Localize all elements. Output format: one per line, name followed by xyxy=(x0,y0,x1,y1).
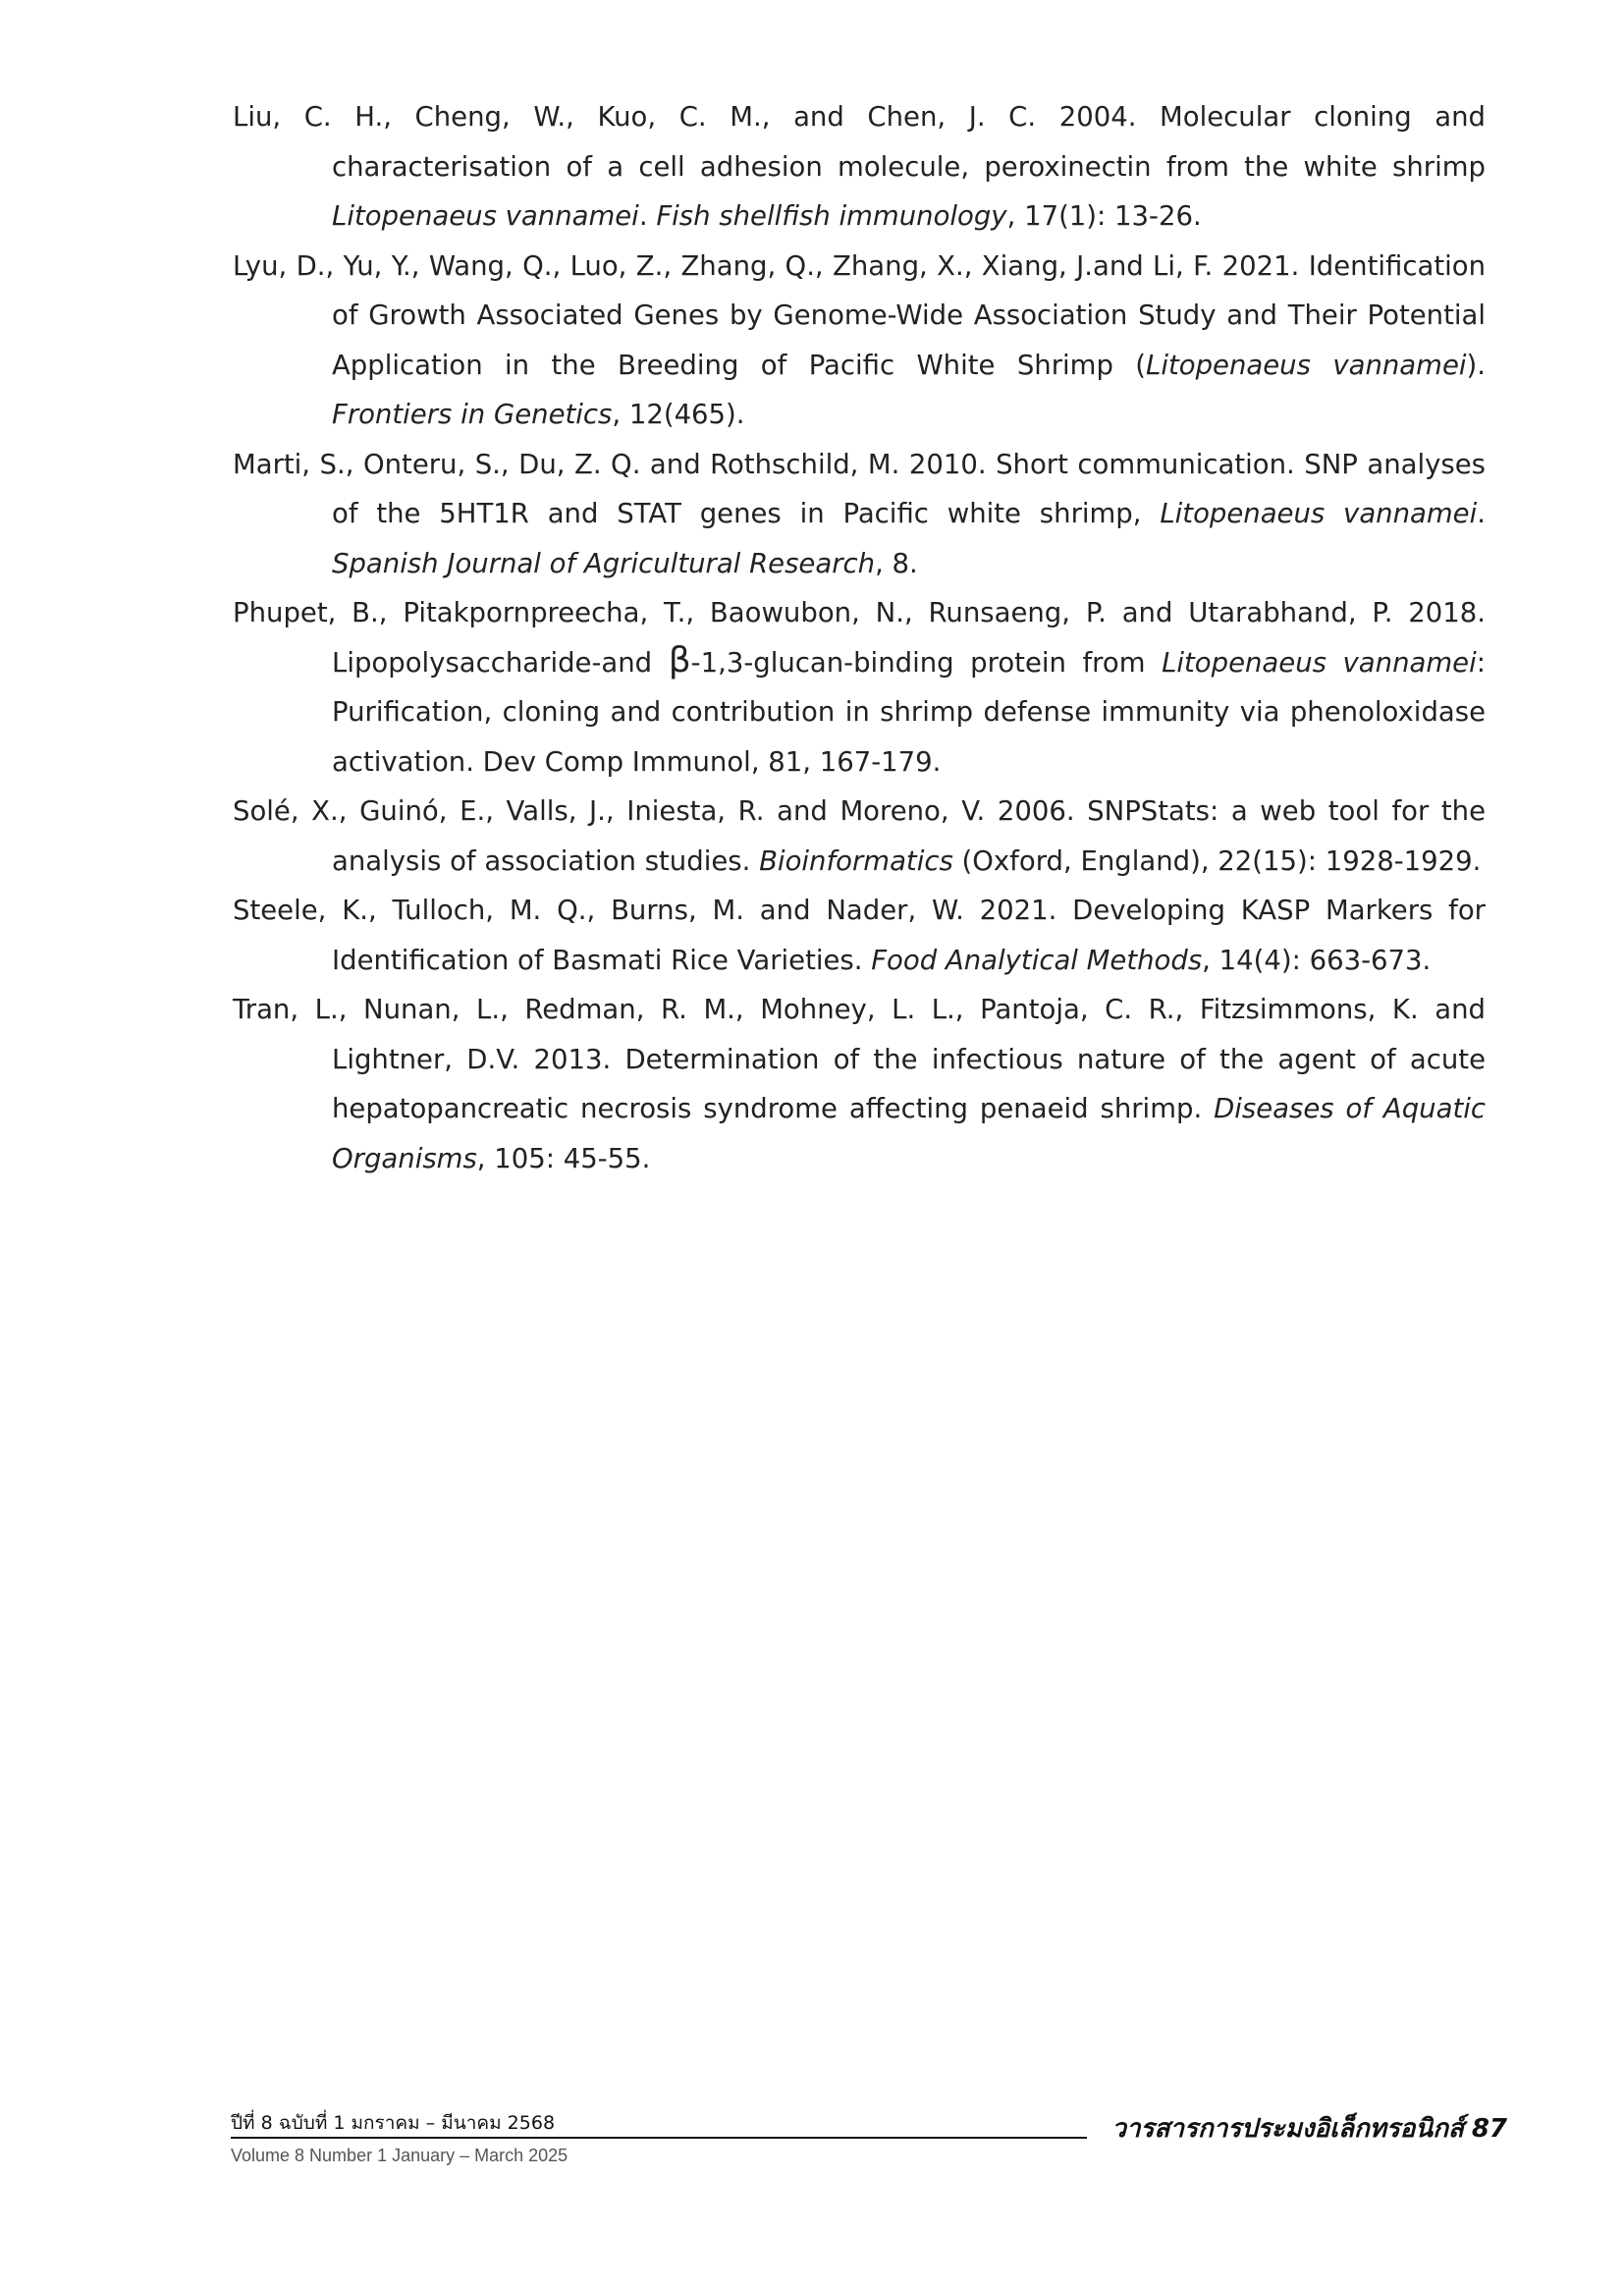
reference-sole-2006 xyxy=(233,787,1486,886)
reference-text: -1,3-glucan-binding protein from xyxy=(690,646,1163,679)
reference-text: Solé, X., Guinó, E., Valls, J., Iniesta, R. and Moreno, V. 2006. SNPStats: a web tool for the analysis of association studies. xyxy=(233,795,1486,877)
reference-tran-2013 xyxy=(233,985,1486,1183)
english-issue-info: Volume 8 Number 1 January – March 2025 xyxy=(231,2146,568,2165)
reference-text: , 12(465). xyxy=(612,399,745,430)
reference-text: Lyu, D., Yu, Y., Wang, Q., Luo, Z., Zhang, Q., Zhang, X., Xiang, J.and Li, F. 2021. Identification of Growth Associated Genes by Genome-Wide Association Study and Their Potential Application in the Breeding of Pacific White Shrimp ( xyxy=(233,249,1486,381)
beta-symbol: β xyxy=(668,639,691,680)
species-name: Litopenaeus vannamei xyxy=(1160,498,1478,529)
reference-text: Tran, L., Nunan, L., Redman, R. M., Mohney, L. L., Pantoja, C. R., Fitzsimmons, K. and Lightner, D.V. 2013. Determination of the infectious nature of the agent of acute hepatopancreatic necrosis syndrome affecting penaeid shrimp. xyxy=(233,994,1486,1124)
reference-text: Steele, K., Tulloch, M. Q., Burns, M. and Nader, W. 2021. Developing KASP Markers for Identification of Basmati Rice Varieties. xyxy=(233,895,1486,976)
journal-title: Frontiers in Genetics xyxy=(332,399,613,430)
reference-text: Phupet, B., Pitakpornpreecha, T., Baowubon, N., Runsaeng, P. and Utarabhand, P. 2018. Lipopolysaccharide-and xyxy=(233,597,1486,679)
reference-text: . xyxy=(638,200,657,232)
reference-liu-2004 xyxy=(233,92,1486,242)
journal-name: วารสารการประมงอิเล็กทรอนิกส์ xyxy=(1111,2114,1464,2144)
journal-name-and-page xyxy=(1111,2108,1507,2149)
page-number: 87 xyxy=(1471,2114,1507,2144)
reference-marti-2010 xyxy=(233,440,1486,589)
reference-text: Marti, S., Onteru, S., Du, Z. Q. and Rothschild, M. 2010. Short communication. SNP analyses of the 5HT1R and STAT genes in Pacific white shrimp, xyxy=(233,448,1486,529)
journal-title: Bioinformatics xyxy=(759,844,953,877)
reference-text: , 8. xyxy=(875,547,918,579)
footer-divider xyxy=(231,2137,1087,2139)
reference-text: , 14(4): 663-673. xyxy=(1202,944,1432,976)
reference-text: Liu, C. H., Cheng, W., Kuo, C. M., and Chen, J. C. 2004. Molecular cloning and characterisation of a cell adhesion molecule, peroxinectin from the white shrimp xyxy=(233,101,1486,183)
reference-text: , 17(1): 13-26. xyxy=(1006,200,1202,232)
reference-text: ). xyxy=(1466,349,1486,381)
species-name: Litopenaeus vannamei xyxy=(1146,349,1467,381)
journal-title: Food Analytical Methods xyxy=(871,944,1203,976)
reference-phupet-2018 xyxy=(233,588,1486,787)
reference-text: , 105: 45-55. xyxy=(476,1142,651,1174)
reference-text: : Purification, cloning and contribution in shrimp defense immunity via phenoloxidase activation. Dev Comp Immunol, 81, 167-179. xyxy=(332,646,1486,778)
page-footer xyxy=(231,2108,1507,2167)
reference-steele-2021 xyxy=(233,886,1486,985)
thai-issue-info: ปีที่ 8 ฉบับที่ 1 มกราคม – มีนาคม 2568 xyxy=(231,2112,556,2134)
journal-title: Diseases of Aquatic Organisms xyxy=(332,1093,1486,1174)
species-name: Litopenaeus vannamei xyxy=(1162,646,1477,679)
species-name: Litopenaeus vannamei xyxy=(332,200,639,232)
reference-text: . xyxy=(1477,498,1486,529)
journal-title: Spanish Journal of Agricultural Research xyxy=(332,547,876,579)
journal-title: Fish shellfish immunology xyxy=(656,200,1007,232)
reference-text: (Oxford, England), 22(15): 1928-1929. xyxy=(952,844,1482,877)
reference-list xyxy=(233,92,1486,1183)
reference-lyu-2021 xyxy=(233,242,1486,440)
